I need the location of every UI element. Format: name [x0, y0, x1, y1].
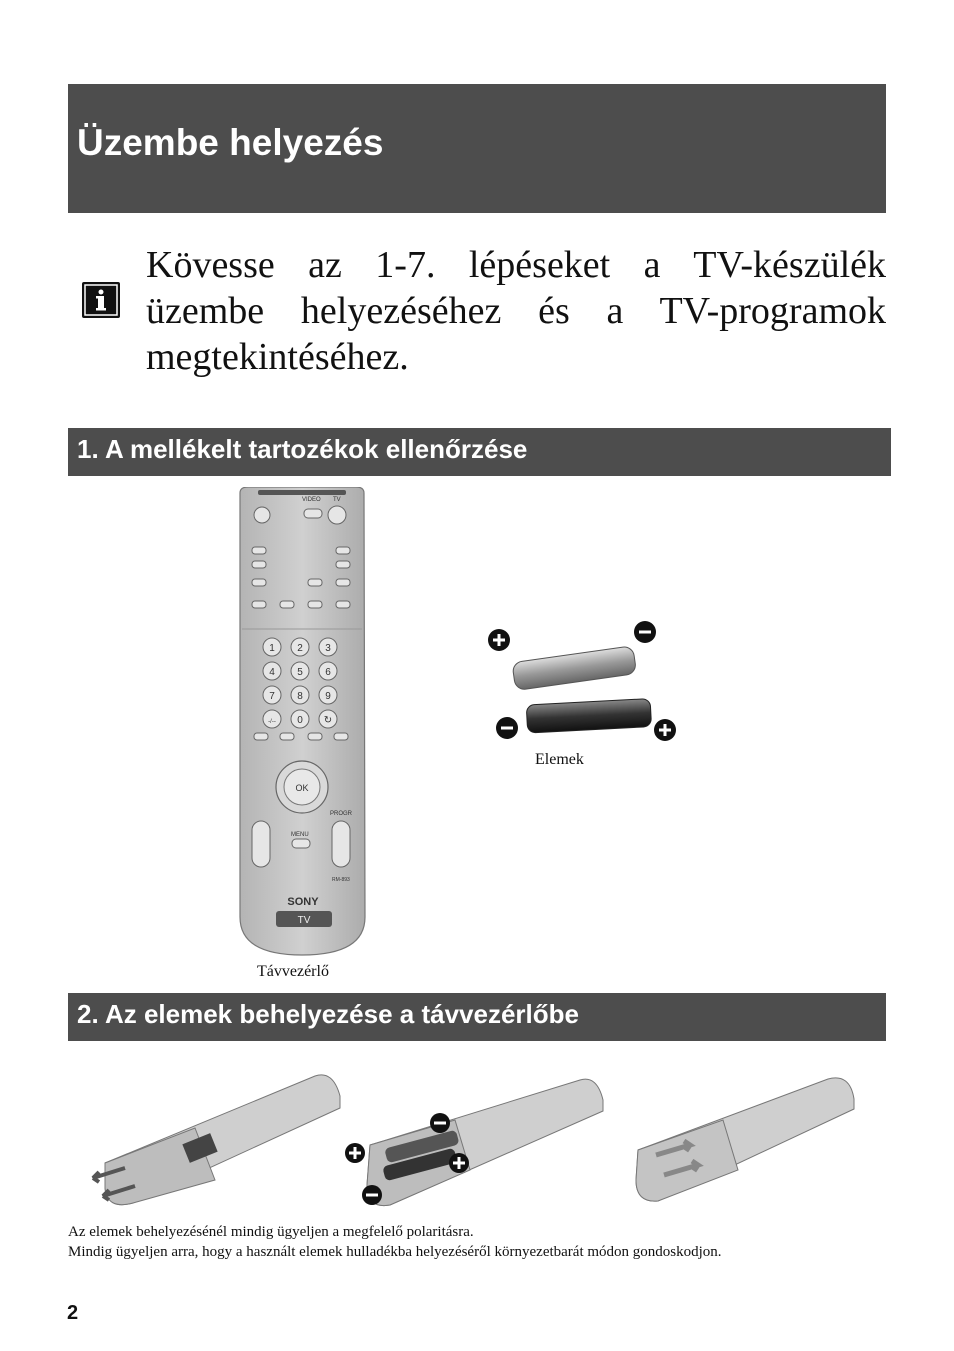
- remote-video-label: VIDEO: [302, 497, 321, 503]
- remote-tv-badge: TV: [297, 915, 311, 926]
- remote-digit-label: 9: [325, 691, 331, 702]
- info-icon: [82, 282, 120, 318]
- remote-control-image: [232, 487, 372, 959]
- plus-icon: [345, 1143, 365, 1163]
- notes: [68, 1222, 722, 1262]
- page-number: 2: [67, 1302, 79, 1324]
- remote-digit-label: 4: [269, 667, 275, 678]
- plus-icon: [449, 1153, 469, 1173]
- remote-digit-label: 3: [325, 643, 331, 654]
- remote-caption: Távvezérlő: [257, 963, 329, 980]
- batteries-caption: Elemek: [535, 751, 584, 768]
- remote-progr-label: PROGR: [330, 811, 353, 817]
- batteries-image: [485, 618, 685, 746]
- remote-digit-label: 2: [297, 643, 303, 654]
- step-insert-batteries-image: [345, 1075, 610, 1210]
- remote-digit-label: 0: [297, 715, 303, 726]
- remote-digit-label: ↻: [323, 715, 333, 726]
- section-1-title: 1. A mellékelt tartozékok ellenőrzése: [77, 434, 528, 464]
- section-2-title: 2. Az elemek behelyezése a távvezérlőbe: [77, 999, 579, 1029]
- plus-icon: [654, 719, 676, 741]
- intro-text: Kövesse az 1-7. lépéseket a TV-készülék üzembe helyezéséhez és a TV-programok megtekintéséhez.: [146, 244, 886, 378]
- minus-icon: [496, 717, 518, 739]
- plus-icon: [488, 629, 510, 651]
- remote-tv-label: TV: [333, 497, 341, 503]
- note-polarity: Az elemek behelyezésénél mindig ügyeljen a megfelelő polaritásra.: [68, 1224, 474, 1240]
- remote-menu-label: MENU: [291, 832, 309, 838]
- page-title: Üzembe helyezés: [77, 122, 384, 163]
- remote-ok-label: OK: [295, 783, 309, 793]
- step-open-cover-image: [85, 1068, 345, 1213]
- remote-digit-label: 1: [269, 643, 275, 654]
- minus-icon: [634, 621, 656, 643]
- minus-icon: [430, 1113, 450, 1133]
- remote-digit-label: 7: [269, 691, 275, 702]
- remote-brand: SONY: [287, 896, 319, 908]
- note-disposal: Mindig ügyeljen arra, hogy a használt elemek hulladékba helyezéséről környezetbarát módon gondoskodjon.: [68, 1244, 722, 1260]
- step-close-cover-image: [628, 1075, 858, 1205]
- minus-icon: [362, 1185, 382, 1205]
- remote-model-label: RM-893: [332, 877, 350, 883]
- remote-digit-label: -/--: [268, 719, 276, 725]
- remote-digit-label: 8: [297, 691, 303, 702]
- remote-digit-label: 6: [325, 667, 331, 678]
- remote-digit-label: 5: [297, 667, 303, 678]
